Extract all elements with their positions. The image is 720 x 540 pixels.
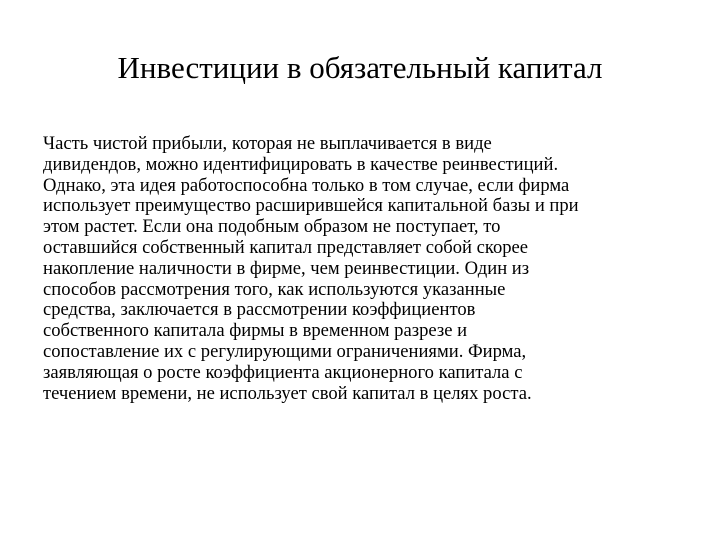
slide-title: Инвестиции в обязательный капитал xyxy=(117,50,603,85)
body-line: этом растет. Если она подобным образом не поступает, то xyxy=(43,216,501,238)
body-line: сопоставление их с регулирующими ограничениями. Фирма, xyxy=(43,340,527,362)
slide-body-paragraph xyxy=(43,134,713,404)
body-line: дивидендов, можно идентифицировать в качестве реинвестиций. xyxy=(43,153,559,175)
body-line: накопление наличности в фирме, чем реинвестиции. Один из xyxy=(43,257,530,279)
body-line: оставшийся собственный капитал представляет собой скорее xyxy=(43,236,529,258)
body-line: способов рассмотрения того, как используются указанные xyxy=(43,278,506,300)
body-line: Часть чистой прибыли, которая не выплачивается в виде xyxy=(43,133,492,154)
body-line: Однако, эта идея работоспособна только в том случае, если фирма xyxy=(43,174,570,196)
body-line: собственного капитала фирмы в временном разрезе и xyxy=(43,320,468,342)
body-line: заявляющая о росте коэффициента акционерного капитала с xyxy=(43,361,523,383)
body-line: использует преимущество расширившейся капитальной базы и при xyxy=(43,195,579,217)
body-line: течением времени, не использует свой капитал в целях роста. xyxy=(43,382,532,404)
body-line: средства, заключается в рассмотрении коэффициентов xyxy=(43,299,476,321)
